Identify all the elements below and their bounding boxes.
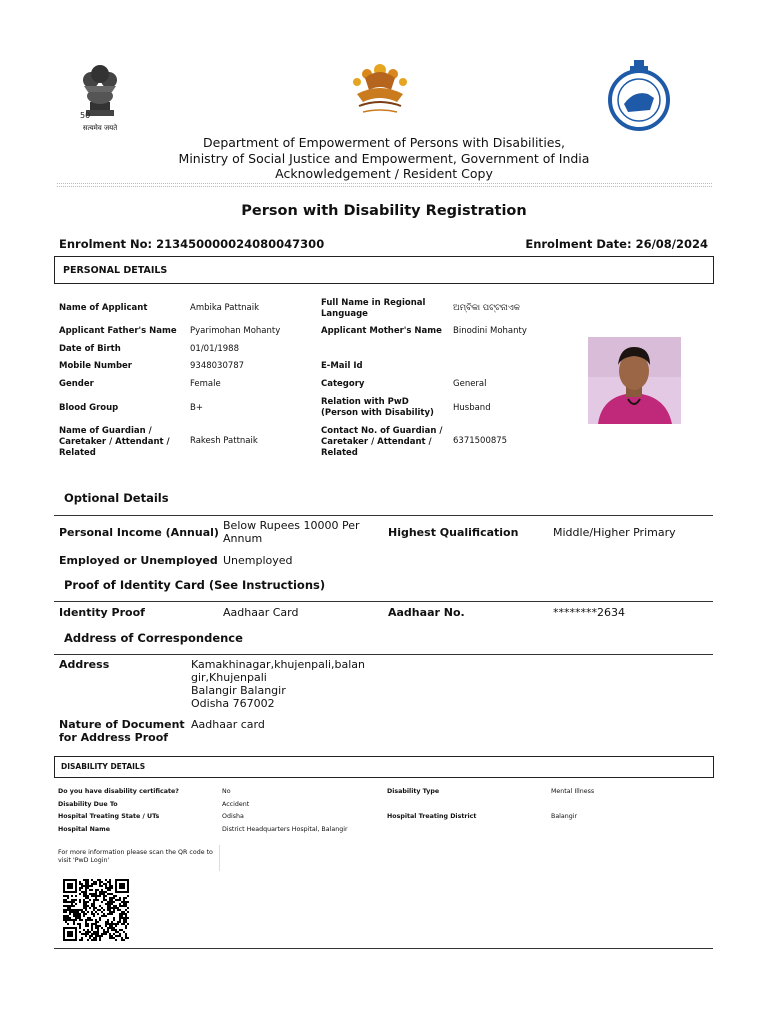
personal-details-heading: PERSONAL DETAILS — [63, 265, 168, 276]
qr-note: For more information please scan the QR code to visit 'PwD Login' — [58, 849, 213, 864]
certificate-value: No — [222, 788, 231, 795]
address-heading: Address of Correspondence — [64, 631, 243, 645]
address-proof-label: Nature of Document for Address Proof — [59, 718, 185, 744]
hospital-district-label: Hospital Treating District — [387, 813, 477, 820]
address-line-2: gir,Khujenpali — [191, 671, 267, 684]
section-divider — [54, 515, 713, 516]
blood-group-label: Blood Group — [59, 403, 119, 413]
hospital-name-value: District Headquarters Hospital, Balangir — [222, 826, 348, 833]
disability-cause-label: Disability Due To — [58, 801, 118, 808]
optional-details-heading: Optional Details — [64, 491, 169, 505]
certificate-label: Do you have disability certificate? — [58, 788, 179, 795]
disability-details-heading: DISABILITY DETAILS — [61, 762, 146, 771]
header-ministry: Ministry of Social Justice and Empowerment, Government of India — [178, 151, 590, 166]
aadhaar-value: ********2634 — [553, 606, 625, 619]
disability-cause-value: Accident — [222, 801, 250, 808]
guardian-contact-value: 6371500875 — [453, 436, 508, 446]
dob-value: 01/01/1988 — [190, 344, 239, 354]
mother-name-label: Applicant Mother's Name — [321, 326, 442, 336]
header-copy-type: Acknowledgement / Resident Copy — [275, 166, 493, 181]
applicant-photo — [588, 337, 681, 424]
gender-value: Female — [190, 379, 221, 389]
disability-details-header — [54, 756, 714, 778]
category-value: General — [453, 379, 487, 389]
dob-label: Date of Birth — [59, 344, 121, 354]
applicant-name-value: Ambika Pattnaik — [190, 303, 260, 313]
category-label: Category — [321, 379, 365, 389]
center-logo — [345, 58, 415, 120]
applicant-name-label: Name of Applicant — [59, 303, 148, 313]
qualification-label: Highest Qualification — [388, 526, 519, 539]
qr-divider — [219, 845, 220, 871]
guardian-name-label: Name of Guardian / Caretaker / Attendant / Related — [59, 426, 170, 458]
aadhaar-label: Aadhaar No. — [388, 606, 465, 619]
page-title: Person with Disability Registration — [241, 203, 527, 219]
identity-proof-label: Identity Proof — [59, 606, 145, 619]
email-label: E-Mail Id — [321, 361, 363, 371]
relation-label: Relation with PwD (Person with Disability) — [321, 397, 434, 418]
header-department: Department of Empowerment of Persons with Disabilities, — [203, 135, 565, 150]
enrolment-number: Enrolment No: 213450000024080047300 — [59, 237, 325, 251]
dotted-divider — [57, 183, 712, 184]
qualification-value: Middle/Higher Primary — [553, 526, 676, 539]
hospital-state-value: Odisha — [222, 813, 244, 820]
guardian-name-value: Rakesh Pattnaik — [190, 436, 258, 446]
father-name-label: Applicant Father's Name — [59, 326, 177, 336]
personal-details-header — [54, 256, 714, 284]
section-divider — [54, 601, 713, 602]
employment-label: Employed or Unemployed — [59, 554, 218, 567]
address-line-1: Kamakhinagar,khujenpali,balan — [191, 658, 366, 671]
gender-label: Gender — [59, 379, 94, 389]
mobile-label: Mobile Number — [59, 361, 132, 371]
address-label: Address — [59, 658, 110, 671]
address-line-3: Balangir Balangir — [191, 684, 286, 697]
guardian-contact-label: Contact No. of Guardian / Caretaker / Attendant / Related — [321, 426, 443, 458]
identity-proof-value: Aadhaar Card — [223, 606, 299, 619]
qr-code[interactable] — [63, 879, 129, 945]
income-value: Below Rupees 10000 Per Annum — [223, 519, 360, 545]
section-divider — [54, 654, 713, 655]
dotted-divider — [57, 186, 712, 187]
regional-name-label: Full Name in Regional Language — [321, 298, 426, 319]
address-line-4: Odisha 767002 — [191, 697, 275, 710]
mother-name-value: Binodini Mohanty — [453, 326, 527, 336]
hospital-district-value: Balangir — [551, 813, 578, 820]
hospital-name-label: Hospital Name — [58, 826, 110, 833]
blood-group-value: B+ — [190, 403, 203, 413]
national-emblem-logo — [76, 58, 124, 134]
identity-heading: Proof of Identity Card (See Instructions) — [64, 578, 326, 592]
disability-type-label: Disability Type — [387, 788, 440, 795]
father-name-value: Pyarimohan Mohanty — [190, 326, 281, 336]
income-label: Personal Income (Annual) — [59, 526, 219, 539]
hospital-state-label: Hospital Treating State / UTs — [58, 813, 160, 820]
employment-value: Unemployed — [223, 554, 293, 567]
enrolment-date: Enrolment Date: 26/08/2024 — [525, 237, 708, 251]
emblem-caption: सत्यमेव जयते — [82, 124, 118, 132]
disability-type-value: Mental Illness — [551, 788, 595, 795]
address-proof-value: Aadhaar card — [191, 718, 265, 731]
odisha-emblem-logo — [604, 58, 674, 136]
relation-value: Husband — [453, 403, 491, 413]
mobile-value: 9348030787 — [190, 361, 245, 371]
footer-divider — [54, 948, 713, 949]
svg-text:50: 50 — [80, 111, 91, 120]
regional-name-value: ଅମ୍ବିକା ପଟ୍ଟନାଏକ — [453, 303, 521, 313]
